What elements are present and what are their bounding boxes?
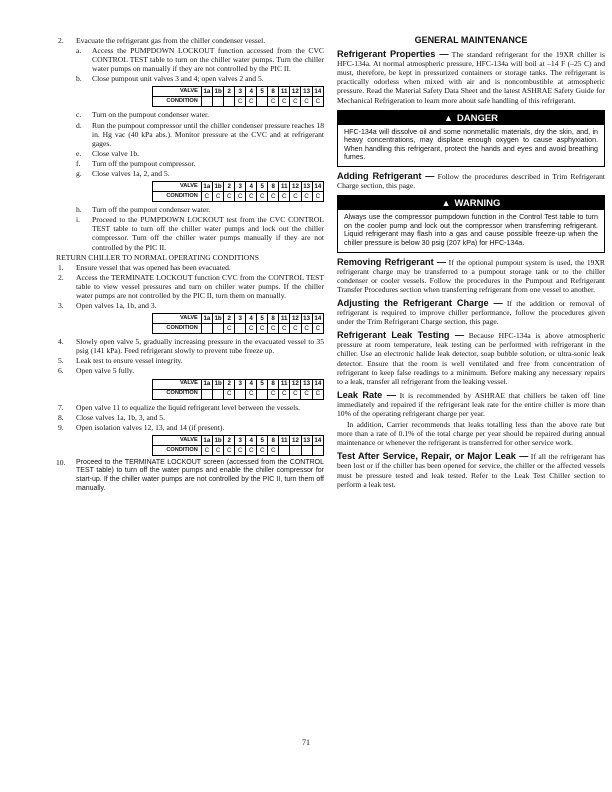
valve-number-cell: 8: [268, 182, 279, 192]
condition-cell: C: [257, 445, 268, 455]
valve-number-cell: 13: [301, 182, 312, 192]
section-title: GENERAL MAINTENANCE: [414, 35, 528, 45]
valve-number-cell: 1b: [214, 88, 222, 96]
warning-label: WARNING: [454, 198, 501, 210]
valve-number-cell: 5: [257, 182, 268, 192]
valve-header: VALVE: [153, 435, 202, 445]
condition-cell: [213, 97, 224, 107]
condition-cell: C: [246, 445, 257, 455]
valve-number-cell: 5: [257, 379, 268, 389]
condition-cell: C: [224, 324, 235, 334]
return-step-3: 3. Open valves 1a, 1b, and 3.: [58, 301, 157, 311]
valve-number-cell: 3: [235, 435, 246, 445]
condition-cell: C: [268, 389, 279, 399]
valve-number-cell: 3: [235, 182, 246, 192]
condition-cell: C: [301, 389, 312, 399]
adding-refrigerant: Adding Refrigerant — Follow the procedures described in Trim Refrigerant Charge section, this page.: [337, 171, 605, 191]
condition-cell: C: [201, 192, 212, 202]
valve-table-2: [152, 181, 324, 202]
adjusting-charge: Adjusting the Refrigerant Charge — If the addition or removal of refrigerant is required to improve chiller performance, follow the procedures given under the Trim Refrigerant Charge section, this page.: [337, 297, 606, 327]
return-step-5: 5. Leak test to ensure vessel integrity.: [58, 356, 183, 366]
valve-number-cell: 3: [235, 87, 246, 97]
valve-number-cell: 14: [312, 379, 323, 389]
valve-number-cell: 11: [279, 379, 290, 389]
condition-cell: C: [246, 192, 257, 202]
valve-number-cell: 13: [301, 314, 312, 324]
return-step-6: 6. Open valve 5 fully.: [58, 366, 135, 376]
valve-table-5: [152, 435, 324, 456]
step-2-evacuate: 2. Evacuate the refrigerant gas from the chiller condenser vessel.: [56, 36, 324, 45]
condition-cell: C: [246, 389, 257, 399]
valve-number-cell: 12: [290, 314, 301, 324]
condition-header: CONDITION: [153, 192, 202, 202]
condition-cell: [201, 389, 212, 399]
warning-box: [337, 195, 605, 252]
refrigerant-properties: Refrigerant Properties — The standard refrigerant for the 19XR chiller is HFC-134a. At normal atmospheric pressure, HFC-134a will boil at –14 F (–25 C) and must, therefore, be kept in pressurized containers or storage tanks. The refrigerant is practically odorless when mixed with air and is noncombustible at atmospheric pressure. Read the Material Safety Data Sheet and the latest ASHRAE Safety Guide for Mechanical Refrigeration to learn more about safe handling of this refrigerant.: [337, 49, 606, 105]
valve-number-cell: 14: [312, 87, 323, 97]
valve-header: VALVE: [153, 314, 202, 324]
valve-number-cell: 8: [268, 435, 279, 445]
warning-triangle-icon: ▲: [441, 198, 451, 209]
valve-number-cell: 1b: [214, 315, 222, 323]
condition-cell: C: [235, 192, 246, 202]
condition-cell: C: [212, 192, 223, 202]
condition-cell: [235, 389, 246, 399]
removing-refrigerant: Removing Refrigerant — If the optional pumpout system is used, the 19XR refrigerant charge may be transferred to a pumpout storage tank or to the chiller condenser or cooler vessels. Follow the procedures in the Pumpout and Refrigerant Transfer Procedures section when transferring refrigerant from one vessel to another.: [337, 256, 605, 294]
condition-header: CONDITION: [153, 445, 202, 455]
condition-cell: C: [212, 445, 223, 455]
return-heading: RETURN CHILLER TO NORMAL OPERATING CONDITIONS: [56, 252, 259, 262]
valve-number-cell: 4: [246, 314, 257, 324]
condition-cell: C: [312, 389, 323, 399]
condition-cell: [201, 324, 212, 334]
valve-number-cell: 1a: [201, 182, 212, 192]
condition-cell: [290, 445, 301, 455]
valve-number-cell: 8: [268, 314, 279, 324]
valve-number-cell: 12: [290, 182, 301, 192]
condition-cell: [301, 445, 312, 455]
condition-cell: C: [268, 97, 279, 107]
valve-table-3: [152, 313, 324, 334]
right-column: [337, 36, 605, 494]
valve-number-cell: 13: [301, 87, 312, 97]
condition-cell: C: [279, 324, 290, 334]
warning-triangle-icon: ▲: [443, 112, 453, 123]
valve-header: VALVE: [153, 87, 202, 97]
condition-cell: [201, 97, 212, 107]
condition-cell: C: [279, 97, 290, 107]
condition-cell: [257, 389, 268, 399]
condition-cell: [213, 389, 224, 399]
valve-number-cell: 1a: [201, 87, 212, 97]
condition-cell: C: [279, 192, 290, 202]
return-step-2: 2. Access the TERMINATE LOCKOUT function CVC from the CONTROL TEST table to view vessel pressures and turn on chiller water pumps. If the chiller water pumps are not controlled by the PIC II, turn them on manually.: [58, 272, 324, 300]
condition-cell: C: [246, 97, 257, 107]
substep-c: c. Turn on the pumpout condenser water.: [76, 110, 209, 120]
valve-number-cell: 3: [235, 379, 246, 389]
condition-cell: C: [268, 445, 279, 455]
valve-number-cell: 11: [279, 182, 290, 192]
warning-text: Always use the compressor pumpdown function in the Control Test table to turn on the cooler pump and lock out the compressor when transferring refrigerant. Liquid refrigerant may flash into a gas and cause possible freeze-up when the chiller pressure is below 30 psig (207 kPa) for HFC-134a.: [344, 213, 598, 247]
valve-header: VALVE: [153, 182, 202, 192]
condition-cell: C: [246, 324, 257, 334]
condition-cell: C: [301, 324, 312, 334]
page-number: 71: [302, 738, 310, 747]
valve-number-cell: 14: [312, 435, 323, 445]
valve-number-cell: 2: [224, 87, 235, 97]
return-step-4: 4. Slowly open valve 5, gradually increasing pressure in the evacuated vessel to 35 psig (141 kPa). Feed refrigerant slowly to prevent tube freeze up.: [58, 337, 324, 356]
valve-number-cell: 1a: [201, 379, 212, 389]
condition-cell: C: [312, 324, 323, 334]
condition-cell: C: [224, 192, 235, 202]
valve-number-cell: 13: [301, 379, 312, 389]
substep-b: b. Close pumpout unit valves 3 and 4; open valves 2 and 5.: [76, 74, 264, 84]
condition-cell: C: [312, 192, 323, 202]
condition-cell: C: [290, 97, 301, 107]
condition-header: CONDITION: [153, 97, 202, 107]
valve-number-cell: 11: [279, 435, 290, 445]
condition-cell: [312, 445, 323, 455]
condition-cell: C: [257, 192, 268, 202]
valve-number-cell: 5: [257, 87, 268, 97]
substep-h: h. Turn off the pumpout condenser water.: [76, 205, 211, 215]
condition-cell: [224, 97, 235, 107]
substep-d: d. Run the pumpout compressor until the chiller condenser pressure reaches 18 in. Hg vac (40 kPa abs.). Monitor pressure at the CVC and at refrigerant gages.: [76, 120, 324, 148]
valve-number-cell: 5: [257, 435, 268, 445]
substep-e: e. Close valve 1b.: [76, 148, 140, 158]
valve-number-cell: 4: [246, 87, 257, 97]
valve-number-cell: 2: [224, 182, 235, 192]
valve-number-cell: 1b: [214, 380, 222, 388]
valve-number-cell: 4: [246, 182, 257, 192]
return-step-10: 10. Proceed to the TERMINATE LOCKOUT screen (accessed from the CONTROL TEST table) to turn off the water pumps and enable the chiller compressor for start-up. If the chiller water pumps are not controlled by the PIC II, turn them off manually.: [56, 457, 324, 492]
valve-number-cell: 1a: [201, 314, 212, 324]
valve-number-cell: 2: [224, 435, 235, 445]
leak-rate: Leak Rate — It is recommended by ASHRAE that chillers be taken off line immediately and repaired if the refrigerant leak rate for the entire chiller is more than 10% of the operating refrigerant charge per year.: [337, 389, 606, 418]
condition-cell: C: [257, 324, 268, 334]
substep-i: i. Proceed to the PUMPDOWN LOCKOUT test from the CVC CONTROL TEST table to turn off the chiller water pumps and lock out the chiller compressor. Turn off the chiller water pumps manually if they are not controlled by the PIC II.: [76, 215, 324, 252]
condition-header: CONDITION: [153, 324, 202, 334]
valve-table-1: [152, 86, 324, 107]
valve-number-cell: 1a: [201, 435, 212, 445]
valve-number-cell: 13: [301, 435, 312, 445]
condition-cell: C: [201, 445, 212, 455]
left-column: [56, 36, 324, 493]
substep-g: g. Close valves 1a, 2, and 5.: [76, 169, 170, 179]
valve-header: VALVE: [153, 379, 202, 389]
condition-cell: [257, 97, 268, 107]
condition-cell: C: [235, 97, 246, 107]
valve-number-cell: 12: [290, 87, 301, 97]
leak-rate-addendum: In addition, Carrier recommends that leaks totalling less than the above rate but more than a rate of 0.1% of the total charge per year should be repaired during annual maintenance or whenever the refrigerant is transferred for other service work.: [337, 420, 605, 448]
condition-cell: C: [290, 389, 301, 399]
valve-number-cell: 14: [312, 182, 323, 192]
condition-cell: [213, 324, 224, 334]
valve-table-4: [152, 379, 324, 400]
danger-label: DANGER: [456, 112, 499, 124]
condition-cell: C: [312, 97, 323, 107]
test-after-service: Test After Service, Repair, or Major Leak — If all the refrigerant has been lost or if the chiller has been opened for service, the chiller or the affected vessels must be pressure tested and leak tested. Refer to the Leak Test Chiller section to perform a leak test.: [337, 451, 605, 489]
return-step-8: 8. Close valves 1a, 1b, 3, and 5.: [58, 412, 166, 422]
condition-cell: [235, 324, 246, 334]
valve-number-cell: 5: [257, 314, 268, 324]
valve-number-cell: 8: [268, 87, 279, 97]
condition-cell: [279, 445, 290, 455]
condition-cell: C: [290, 324, 301, 334]
valve-number-cell: 11: [279, 314, 290, 324]
condition-cell: C: [301, 97, 312, 107]
condition-cell: C: [301, 192, 312, 202]
condition-cell: C: [279, 389, 290, 399]
valve-number-cell: 8: [268, 379, 279, 389]
danger-box: [337, 110, 605, 167]
condition-cell: C: [268, 192, 279, 202]
condition-cell: C: [235, 445, 246, 455]
valve-number-cell: 4: [246, 379, 257, 389]
condition-cell: C: [268, 324, 279, 334]
valve-number-cell: 3: [235, 314, 246, 324]
valve-number-cell: 1b: [214, 436, 222, 444]
valve-number-cell: 4: [246, 435, 257, 445]
return-step-7: 7. Open valve 11 to equalize the liquid refrigerant level between the vessels.: [58, 402, 301, 412]
valve-number-cell: 1b: [214, 183, 222, 191]
substep-a: a. Access the PUMPDOWN LOCKOUT function accessed from the CVC CONTROL TEST table to turn on the chiller water pumps. Turn the chiller water pumps on manually if they are not controlled by the PIC II.: [76, 46, 324, 74]
leak-testing: Refrigerant Leak Testing — Because HFC-134a is above atmospheric pressure at room temperature, leak testing can be performed with refrigerant in the chiller. Use an electronic halide leak detector, soap bubble solution, or ultra-sonic leak detector. Ensure that the room is well ventilated and free from concentration of refrigerant to keep false readings to a minimum. Before making any necessary repairs to a leak, transfer all refrigerant from the leaking vessel.: [337, 330, 605, 386]
valve-number-cell: 2: [224, 379, 235, 389]
condition-header: CONDITION: [153, 389, 202, 399]
substep-f: f. Turn off the pumpout compressor.: [76, 158, 196, 168]
return-step-1: 1. Ensure vessel that was opened has been evacuated.: [58, 262, 231, 272]
valve-number-cell: 2: [224, 314, 235, 324]
danger-text: HFC-134a will dissolve oil and some nonmetallic materials, dry the skin, and, in heavy concentrations, may displace enough oxygen to cause asphyxiation. When handling this refrigerant, protect the hands and eyes and avoid breathing fumes.: [344, 127, 598, 162]
valve-number-cell: 12: [290, 379, 301, 389]
valve-number-cell: 12: [290, 435, 301, 445]
return-step-9: 9. Open isolation valves 12, 13, and 14 (if present).: [58, 422, 225, 432]
condition-cell: C: [290, 192, 301, 202]
valve-number-cell: 11: [279, 87, 290, 97]
valve-number-cell: 14: [312, 314, 323, 324]
condition-cell: C: [224, 445, 235, 455]
condition-cell: C: [224, 389, 235, 399]
step-text: Evacuate the refrigerant gas from the chiller condenser vessel.: [76, 36, 266, 45]
